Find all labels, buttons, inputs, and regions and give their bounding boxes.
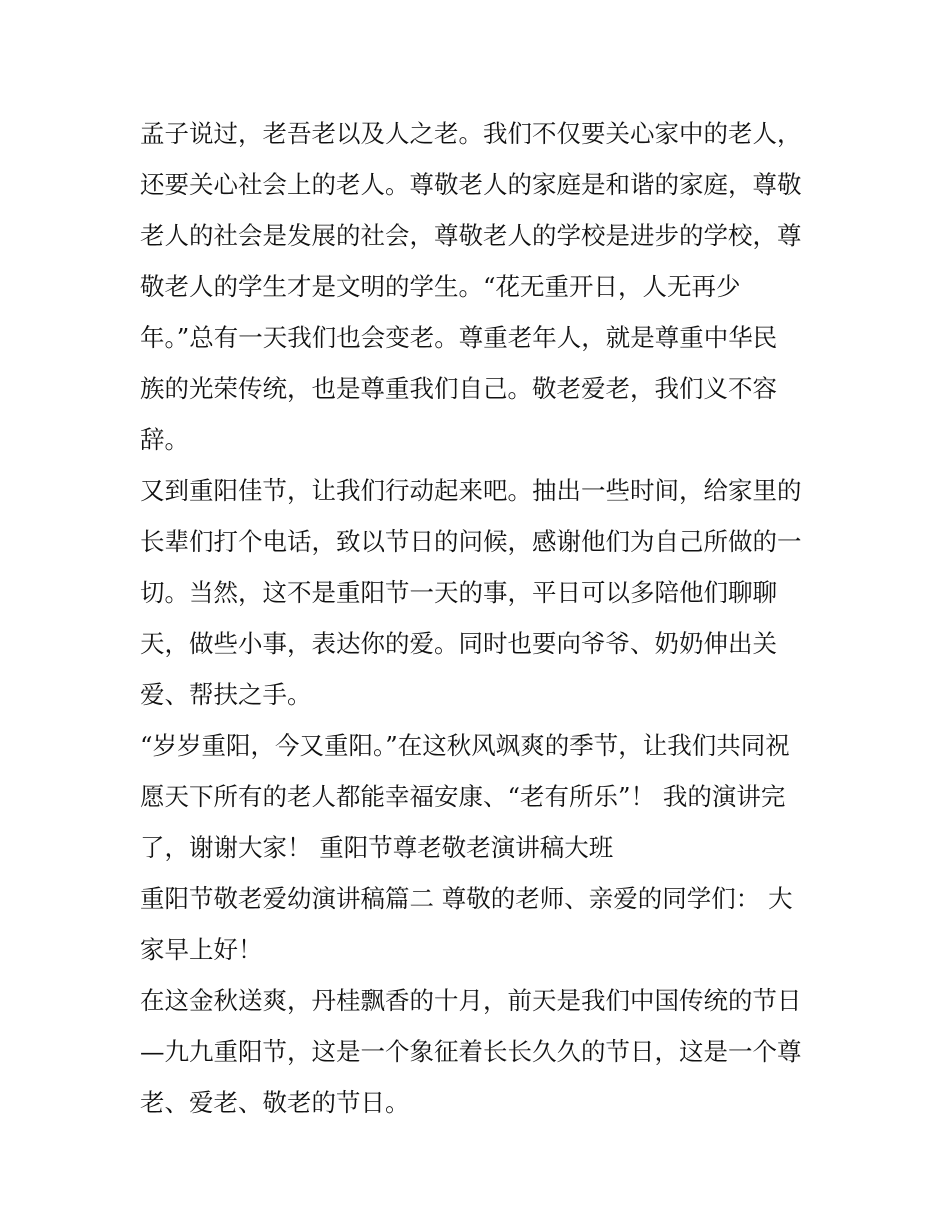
text-line: —九九重阳节，这是一个象征着长长久久的节日，这是一个尊	[140, 1037, 802, 1066]
text-line: 家早上好！	[140, 935, 263, 964]
text-line: 在这金秋送爽，丹桂飘香的十月，前天是我们中国传统的节日	[140, 986, 802, 1015]
text-line: 又到重阳佳节，让我们行动起来吧。抽出一些时间，给家里的	[140, 476, 802, 505]
text-line: 还要关心社会上的老人。尊敬老人的家庭是和谐的家庭，尊敬	[140, 170, 802, 199]
text-line: 辞。	[140, 425, 189, 454]
text-line: 老、爱老、敬老的节日。	[140, 1088, 410, 1117]
text-line: 老人的社会是发展的社会，尊敬老人的学校是进步的学校，尊	[140, 221, 802, 250]
text-line: 长辈们打个电话，致以节日的问候，感谢他们为自己所做的一	[140, 527, 802, 556]
text-line: 了，谢谢大家！ 重阳节尊老敬老演讲稿大班	[140, 833, 614, 862]
text-line: 爱、帮扶之手。	[140, 680, 312, 709]
text-line: 族的光荣传统，也是尊重我们自己。敬老爱老，我们义不容	[140, 374, 777, 403]
text-line: 孟子说过，老吾老以及人之老。我们不仅要关心家中的老人，	[140, 119, 802, 148]
text-line: “岁岁重阳，今又重阳。”在这秋风飒爽的季节，让我们共同祝	[140, 731, 790, 760]
text-line: 重阳节敬老爱幼演讲稿篇二 尊敬的老师、亲爱的同学们： 大	[140, 884, 793, 913]
text-line: 天，做些小事，表达你的爱。同时也要向爷爷、奶奶伸出关	[140, 629, 777, 658]
text-line: 切。当然，这不是重阳节一天的事，平日可以多陪他们聊聊	[140, 578, 777, 607]
text-line: 敬老人的学生才是文明的学生。“花无重开日，人无再少	[140, 272, 741, 301]
body-text	[140, 108, 820, 1128]
text-line: 愿天下所有的老人都能幸福安康、“老有所乐”！ 我的演讲完	[140, 782, 786, 811]
text-line: 年。”总有一天我们也会变老。尊重老年人，就是尊重中华民	[140, 323, 778, 352]
